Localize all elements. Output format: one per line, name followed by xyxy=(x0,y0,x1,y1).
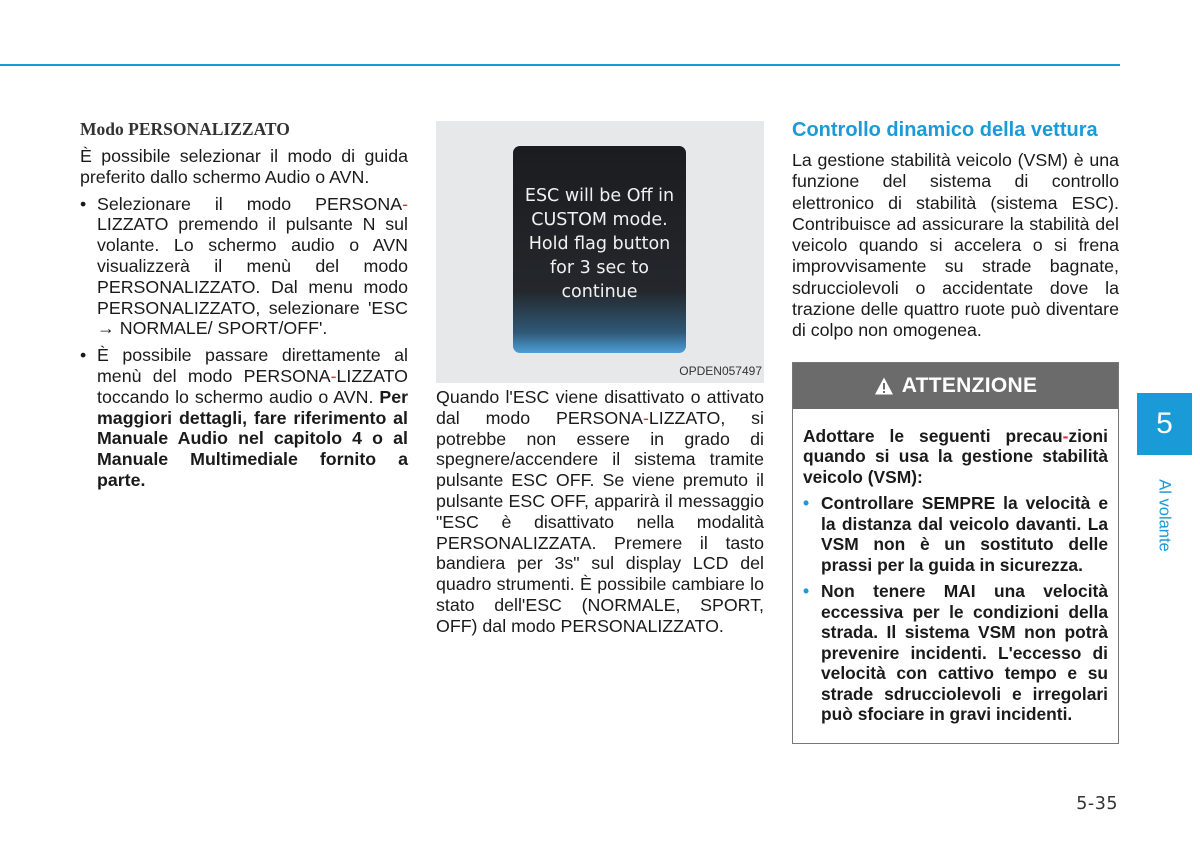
cluster-display-figure xyxy=(436,121,764,383)
chapter-label xyxy=(1150,479,1178,552)
warning-intro xyxy=(803,426,1108,488)
warning-intro-part: zioni quando si usa la gestione stabilità veicolo (VSM): xyxy=(803,425,1108,487)
bullet-marker: • xyxy=(80,193,87,214)
bullet-text-part: È possibile passare direttamente al menù del modo PERSONA xyxy=(97,345,408,386)
list-item xyxy=(80,194,408,340)
right-column xyxy=(792,118,1119,744)
list-item xyxy=(803,493,1108,575)
left-column xyxy=(80,118,408,497)
warning-box xyxy=(792,362,1119,744)
figure-code: OPDEN057497 xyxy=(679,364,762,378)
page-number: 5-35 xyxy=(1076,794,1118,814)
lcd-screen xyxy=(513,146,686,353)
bullet-marker: • xyxy=(803,493,810,514)
paragraph-part: Quando l'ESC viene disattivato o attivato dal modo PERSONA xyxy=(436,387,764,428)
bullet-bold-note: Per maggiori dettagli, fare riferimento al Manuale Audio nel capitolo 4 o al Manuale Multimediale fornito a parte. xyxy=(97,386,408,490)
hyphen-mark: - xyxy=(642,407,649,428)
list-item xyxy=(80,345,408,491)
paragraph-part: LIZZATO, si potrebbe non essere in grado di spegnere/accendere il sistema tramite pulsante ESC OFF. Se viene premuto il pulsante ESC OFF, apparirà il messaggio "ESC è disattivato nella modalità PERSONALIZZATA. Premere il tasto bandiera per 3s" sul display LCD del quadro strumenti. È possibile cambiare lo stato dell'ESC (NORMALE, SPORT, OFF) dal modo PERSONALIZZATO. xyxy=(436,407,764,636)
hyphen-mark: - xyxy=(330,365,337,386)
warning-triangle-icon xyxy=(874,376,894,396)
vsm-description: La gestione stabilità veicolo (VSM) è una funzione del sistema di controllo elettronico di stabilità (sistema ESC). Contribuisce ad assicurare la stabilità del veicolo quando si accelera o si frena improvvisamente su strade bagnate, sdrucciolevoli o accidentate dove la trazione delle quattro ruote può diventare di colpo non omogenea. xyxy=(792,150,1119,341)
esc-custom-paragraph xyxy=(436,387,764,637)
chapter-tab: 5 xyxy=(1137,393,1192,455)
warning-item-text: Controllare SEMPRE la velocità e la distanza dal veicolo davanti. La VSM non è un sostituto delle prassi per la guida in sicurezza. xyxy=(821,493,1108,575)
warning-title: ATTENZIONE xyxy=(901,373,1038,397)
bullet-marker: • xyxy=(803,581,810,602)
top-rule xyxy=(0,64,1120,66)
custom-mode-intro: È possibile selezionar il modo di guida preferito dallo schermo Audio o AVN. xyxy=(80,146,408,187)
section-title: Controllo dinamico della vettura xyxy=(792,119,1098,141)
chapter-label-text: Al volante xyxy=(1155,479,1174,552)
bullet-text-part: Selezionare il modo PERSONA xyxy=(97,193,403,214)
warning-header xyxy=(793,363,1118,409)
middle-column xyxy=(436,121,764,637)
lcd-message: ESC will be Off in CUSTOM mode. Hold flag button for 3 sec to continue xyxy=(524,185,675,302)
list-item xyxy=(803,581,1108,725)
bullet-text-part: LIZZATO premendo il pulsante N sul volante. Lo schermo audio o AVN visualizzerà il menù del modo PERSONALIZZATO. Dal menu modo PERSONALIZZATO, selezionare 'ESC → NORMALE/ SPORT/OFF'. xyxy=(97,214,408,339)
custom-mode-bullets xyxy=(80,194,408,491)
bullet-text-part: LIZZATO toccando lo schermo audio o AVN. xyxy=(97,365,408,407)
warning-list xyxy=(803,493,1108,725)
hyphen-mark: - xyxy=(402,193,408,214)
warning-body xyxy=(793,409,1118,743)
warning-item-text: Non tenere MAI una velocità eccessiva per le condizioni della strada. Il sistema VSM non potrà prevenire incidenti. L'eccesso di velocità con cattivo tempo e su strade sdrucciolevoli e irregolari può sfociare in gravi incidenti. xyxy=(821,581,1108,725)
custom-mode-heading: Modo PERSONALIZZATO xyxy=(80,119,290,139)
hyphen-mark: - xyxy=(1062,425,1069,446)
warning-intro-part: Adottare le seguenti precau xyxy=(803,425,1063,446)
bullet-marker: • xyxy=(80,345,87,366)
